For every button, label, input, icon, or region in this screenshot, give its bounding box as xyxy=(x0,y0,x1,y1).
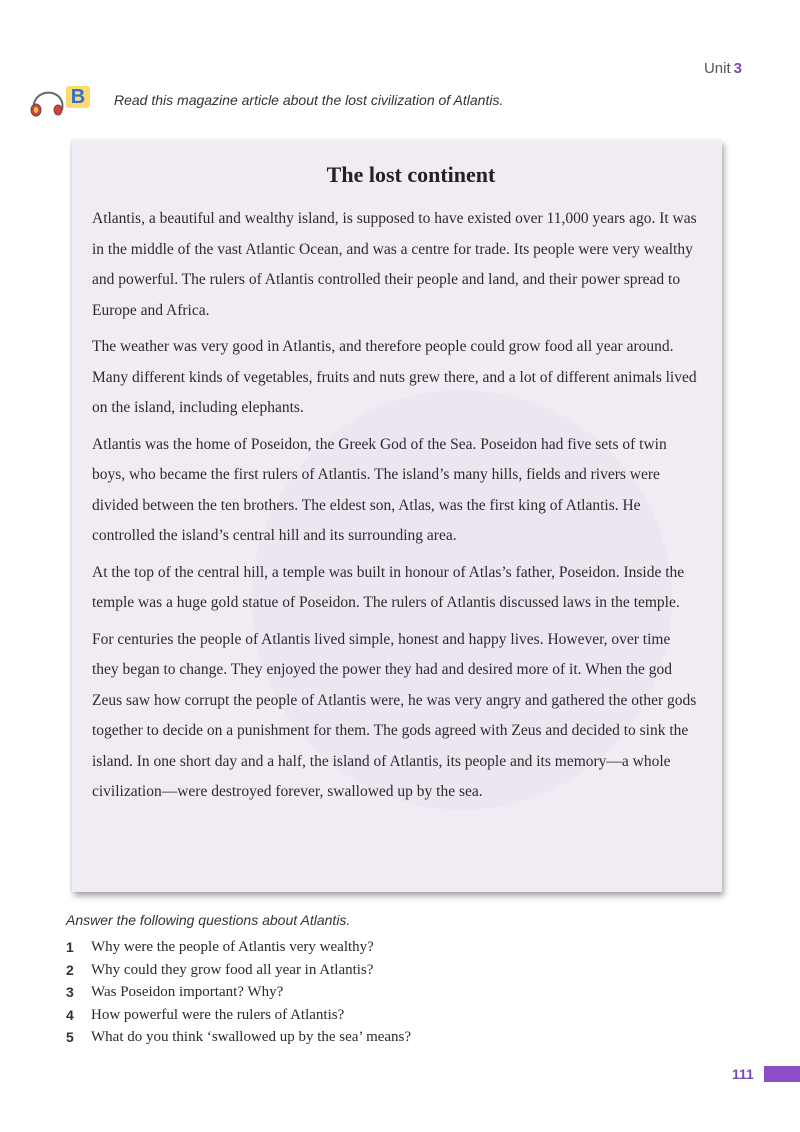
question-item xyxy=(66,936,411,959)
article-card xyxy=(72,140,722,892)
question-text: What do you think ‘swallowed up by the sea’ means? xyxy=(91,1029,412,1045)
article-title: The lost continent xyxy=(326,162,496,187)
questions-list xyxy=(66,936,411,1049)
question-item xyxy=(66,981,411,1004)
question-number: 4 xyxy=(66,1006,74,1023)
article-paragraph-3: Atlantis was the home of Poseidon, the Greek God of the Sea. Poseidon had five sets of twin boys, who became the first rulers of Atlantis. The island’s many hills, fields and rivers were divided between the ten brothers. The eldest son, Atlas, was the first king of Atlantis. He controlled the island’s central hill and its surrounding area. xyxy=(92,435,667,544)
headphones-icon[interactable] xyxy=(28,88,68,118)
unit-number: 3 xyxy=(733,60,742,77)
unit-label xyxy=(704,60,742,77)
article-content xyxy=(72,140,722,808)
section-instruction: Read this magazine article about the lost civilization of Atlantis. xyxy=(114,92,504,108)
question-text: Why were the people of Atlantis very wealthy? xyxy=(91,939,374,955)
page-number-bar xyxy=(764,1066,800,1082)
questions-heading: Answer the following questions about Atlantis. xyxy=(66,912,351,928)
article-paragraph-4: At the top of the central hill, a temple was built in honour of Atlas’s father, Poseidon. Inside the temple was a huge gold statue of Poseidon. The rulers of Atlantis discussed laws in the temple. xyxy=(92,563,685,611)
page-number: 111 xyxy=(732,1066,754,1082)
unit-word: Unit xyxy=(703,60,731,77)
question-item xyxy=(66,1004,411,1027)
question-item xyxy=(66,1026,411,1049)
question-text: Was Poseidon important? Why? xyxy=(91,984,284,1000)
article-paragraph-5: For centuries the people of Atlantis lived simple, honest and happy lives. However, over time they began to change. They enjoyed the power they had and desired more of it. When the god Zeus saw how corrupt the people of Atlantis were, he was very angry and gathered the other gods together to decide on a punishment for them. The gods agreed with Zeus and decided to sink the island. In one short day and a half, the island of Atlantis, its people and its memory—a whole civilization—were destroyed forever, swallowed up by the sea. xyxy=(92,630,697,800)
question-number: 1 xyxy=(66,939,74,955)
question-number: 2 xyxy=(66,961,74,978)
question-text: How powerful were the rulers of Atlantis? xyxy=(91,1006,345,1023)
section-badge: B xyxy=(66,86,90,108)
question-text: Why could they grow food all year in Atlantis? xyxy=(91,961,374,978)
question-number: 3 xyxy=(66,984,74,1000)
question-item xyxy=(66,959,411,982)
article-paragraph-1: Atlantis, a beautiful and wealthy island, is supposed to have existed over 11,000 years ago. It was in the middle of the vast Atlantic Ocean, and was a centre for trade. Its people were very wealthy and powerful. The rulers of Atlantis controlled their people and land, and their power spread to Europe and Africa. xyxy=(92,210,697,319)
article-paragraph-2: The weather was very good in Atlantis, and therefore people could grow food all year around. Many different kinds of vegetables, fruits and nuts grew there, and a lot of different animals lived on the island, including elephants. xyxy=(92,338,697,416)
question-number: 5 xyxy=(66,1029,74,1045)
